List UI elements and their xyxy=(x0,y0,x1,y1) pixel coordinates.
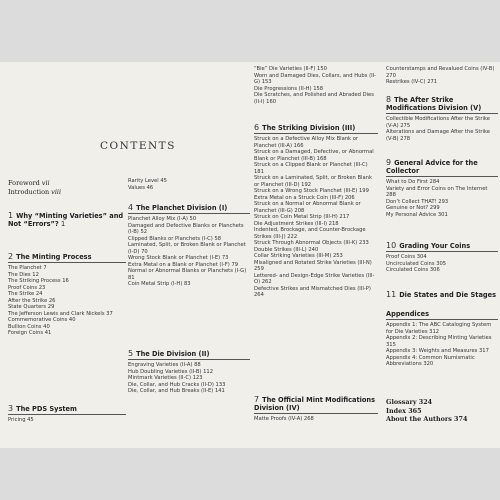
section-5: 5 The Die Division (II) Engraving Varieties (II-A) 88 Hub Doubling Varieties (II-B) 112 Mintmark Varieties (II-C) 123 Die, Collar, and Hub Cracks (II-D) 133 Die, Collar, and Hub Breaks (II-E) 141 xyxy=(128,350,250,395)
list-item: Circulated Coins 306 xyxy=(386,267,440,273)
list-item: Values 46 xyxy=(128,184,154,191)
list-item: State Quarters 29 xyxy=(8,304,55,310)
list-item: Laminated, Split, or Broken Blank or Planchet (I-D) 70 xyxy=(128,242,246,255)
list-item: Die Progressions (II-H) 158 xyxy=(254,85,324,92)
list-item: Defective Strikes and Mismatched Dies (III-P) 264 xyxy=(254,285,371,298)
list-item: Planchet Alloy Mix (I-A) 50 xyxy=(128,216,197,222)
list-item: Struck on a Laminated, Split, or Broken Blank or Planchet (III-D) 192 xyxy=(254,175,372,188)
front-matter xyxy=(8,179,126,197)
section-rule xyxy=(386,113,498,114)
list-item: Appendix 2: Describing Minting Varieties 315 xyxy=(386,335,492,348)
section-3: 3 The PDS System Pricing 45 xyxy=(8,405,126,424)
list-item: Damaged and Defective Blanks or Planchets (I-B) 52 xyxy=(128,222,244,235)
list-item: Coin Metal Strip (I-H) 83 xyxy=(128,281,191,287)
appendices-section: Appendices Appendix 1: The ABC Cataloging System for Die Varieties 312 Appendix 2: Describing Minting Varieties 315 Appendix 3: Weights and Measures 317 Appendix 4: Common Numismatic Abbreviations 320 xyxy=(386,310,498,368)
section-rule xyxy=(128,213,250,214)
list-item: “Bie” Die Varieties (II-F) 150 xyxy=(254,66,327,72)
list-item: Matte Proofs (IV-A) 268 xyxy=(254,416,314,422)
list-item: Pricing 45 xyxy=(8,417,34,423)
section-rule xyxy=(386,319,498,320)
list-item: Die Adjustment Strikes (III-I) 218 xyxy=(254,220,339,227)
list-item: Variety and Error Coins on The Internet 288 xyxy=(386,185,488,198)
list-item: Uncirculated Coins 305 xyxy=(386,260,447,267)
list-item: Hub Doubling Varieties (II-B) 112 xyxy=(128,368,214,375)
list-item: Don’t Collect THAT! 293 xyxy=(386,198,449,205)
back-matter xyxy=(386,398,498,424)
list-item: Lettered- and Design-Edge Strike Varieties (III-O) 262 xyxy=(254,272,375,285)
list-item: Bullion Coins 40 xyxy=(8,323,50,330)
list-item: Struck on Coin Metal Strip (III-H) 217 xyxy=(254,214,350,220)
list-item: Misaligned and Rotated Strike Varieties (III-N) 259 xyxy=(254,259,372,272)
section-6: 6 The Striking Division (III) Struck on a Defective Alloy Mix Blank or Planchet (III-A) 166 Struck on a Damaged, Defective, or Abnormal Blank or Planchet (III-B) 168 Struck on a Clipped Blank or Planchet (III-C) 181 Struck on a Laminated, Split, or Broken Blank or Planchet (III-D) 192 Struck on a Wrong Stock Planchet (III-E) 199 Extra Metal on a Struck Coin (III-F) 206 Struck on a Normal or Abnormal Blank or Planchet (III-G) 208 Struck on Coin Metal Strip (III-H) 217 Die Adjustment Strikes (III-I) 218 Indented, Brockage, and Counter-Brockage Strikes (III-J) 222 Struck Through Abnormal Objects (III-K) 233 Double Strikes (III-L) 240 Collar Striking Varieties (III-M) 253 Misaligned and Rotated Strike Varieties (III-N) 259 Lettered- and Design-Edge Strike Varieties (III-O) 262 Defective Strikes and Mismatched Dies (III-P) 264 xyxy=(254,124,378,299)
list-item: After the Strike 26 xyxy=(8,297,56,304)
section-rule xyxy=(8,262,126,263)
list-item: Clipped Blanks or Planchets (I-C) 58 xyxy=(128,235,222,242)
section-rule xyxy=(386,251,498,252)
list-item: Die Scratches, and Polished and Abraded Dies (II-I) 160 xyxy=(254,92,374,105)
list-item: Appendix 3: Weights and Measures 317 xyxy=(386,348,489,354)
list-item: Wrong Stock Blank or Planchet (I-E) 73 xyxy=(128,255,229,261)
list-item: Collectible Modifications After the Strike (V-A) 275 xyxy=(386,116,490,129)
list-item: Mintmark Varieties (II-C) 123 xyxy=(128,375,203,381)
list-item: Counterstamps and Revalued Coins (IV-B) 270 xyxy=(386,66,495,79)
section-4: 4 The Planchet Division (I) Planchet Alloy Mix (I-A) 50 Damaged and Defective Blanks or Planchets (I-B) 52 Clipped Blanks or Planchets (I-C) 58 Laminated, Split, or Broken Blank or Planchet (I-D) 70 Wrong Stock Blank or Planchet (I-E) 73 Extra Metal on a Blank or Planchet (I-F) 79 Normal or Abnormal Blanks or Planchets (I-G) 81 Coin Metal Strip (I-H) 83 xyxy=(128,204,250,288)
section-rule xyxy=(254,133,378,134)
list-item: Struck Through Abnormal Objects (III-K) 233 xyxy=(254,240,369,246)
foreword-entry: Foreword vii xyxy=(8,179,50,187)
list-item: Double Strikes (III-L) 240 xyxy=(254,246,319,253)
list-item: Struck on a Clipped Blank or Planchet (III-C) 181 xyxy=(254,162,368,175)
section-rule xyxy=(8,414,126,415)
list-item: Struck on a Damaged, Defective, or Abnormal Blank or Planchet (III-B) 168 xyxy=(254,149,374,162)
section-10: 10 Grading Your Coins Proof Coins 304 Uncirculated Coins 305 Circulated Coins 306 xyxy=(386,242,498,274)
list-item: Normal or Abnormal Blanks or Planchets (I-G) 81 xyxy=(128,268,247,281)
list-item: Worn and Damaged Dies, Collars, and Hubs (II-G) 153 xyxy=(254,72,377,85)
introduction-entry: Introduction viii xyxy=(8,188,62,196)
list-item: The Strike 24 xyxy=(8,291,43,297)
list-item: Rarity Level 45 xyxy=(128,178,167,184)
section-2: 2 The Minting Process The Planchet 7 The Dies 12 The Striking Process 16 Proof Coins 23 The Strike 24 After the Strike 26 State Quarters 29 The Jefferson Lewis and Clark Nickels 37 Commemorative Coins 40 Bullion Coins 40 Foreign Coins 41 xyxy=(8,253,126,337)
list-item: Struck on a Wrong Stock Planchet (III-E) 199 xyxy=(254,188,369,194)
section-rule xyxy=(128,359,250,360)
section-rule xyxy=(386,176,498,177)
list-item: Struck on a Defective Alloy Mix Blank or Planchet (III-A) 166 xyxy=(254,136,359,149)
list-item: Die, Collar, and Hub Breaks (II-E) 141 xyxy=(128,388,225,394)
section-11: 11 Die States and Die Stages xyxy=(386,290,497,299)
list-item: Alterations and Damage After the Strike (V-B) 278 xyxy=(386,129,490,142)
glossary-entry: Glossary 324 xyxy=(386,398,433,406)
index-entry: Index 365 xyxy=(386,406,422,415)
list-item: Extra Metal on a Struck Coin (III-F) 206 xyxy=(254,194,355,201)
list-item: The Jefferson Lewis and Clark Nickels 37 xyxy=(8,310,113,317)
list-item: What to Do First 284 xyxy=(386,179,440,185)
list-item: Restrikes (IV-C) 271 xyxy=(386,79,438,85)
list-item: The Striking Process 16 xyxy=(8,278,69,284)
section-rule xyxy=(254,413,378,414)
section-1: 1 Why “Minting Varieties” and Not “Errors”? 1 xyxy=(8,211,124,228)
list-item: Collar Striking Varieties (III-M) 253 xyxy=(254,253,343,259)
list-item: Appendix 4: Common Numismatic Abbreviations 320 xyxy=(386,354,475,367)
list-item: Genuine or Not? 299 xyxy=(386,205,440,211)
list-item: Appendix 1: The ABC Cataloging System for Die Varieties 312 xyxy=(386,322,492,335)
section-9: 9 General Advice for the Collector What to Do First 284 Variety and Error Coins on The Internet 288 Don’t Collect THAT! 293 Genuine or Not? 299 My Personal Advice 301 xyxy=(386,159,498,218)
list-item: The Planchet 7 xyxy=(8,265,47,271)
list-item: Foreign Coins 41 xyxy=(8,330,52,336)
section-8: 8 The After Strike Modifications Division (V) Collectible Modifications After the Strike (V-A) 275 Alterations and Damage After the Strike (V-B) 278 xyxy=(386,96,498,142)
section-7: 7 The Official Mint Modifications Division (IV) Matte Proofs (IV-A) 268 xyxy=(254,396,378,423)
about-authors-entry: About the Authors 374 xyxy=(386,415,468,423)
contents-page xyxy=(0,62,500,448)
list-item: My Personal Advice 301 xyxy=(386,211,448,218)
list-item: The Dies 12 xyxy=(8,271,39,278)
list-item: Commemorative Coins 40 xyxy=(8,317,76,323)
list-item: Die, Collar, and Hub Cracks (II-D) 133 xyxy=(128,381,226,388)
list-item: Extra Metal on a Blank or Planchet (I-F) 79 xyxy=(128,261,239,268)
list-item: Proof Coins 304 xyxy=(386,254,427,260)
page-title: CONTENTS xyxy=(100,140,176,152)
list-item: Struck on a Normal or Abnormal Blank or Planchet (III-G) 208 xyxy=(254,201,361,214)
list-item: Engraving Varieties (II-A) 88 xyxy=(128,362,201,368)
list-item: Indented, Brockage, and Counter-Brockage Strikes (III-J) 222 xyxy=(254,227,366,240)
list-item: Proof Coins 23 xyxy=(8,284,46,291)
